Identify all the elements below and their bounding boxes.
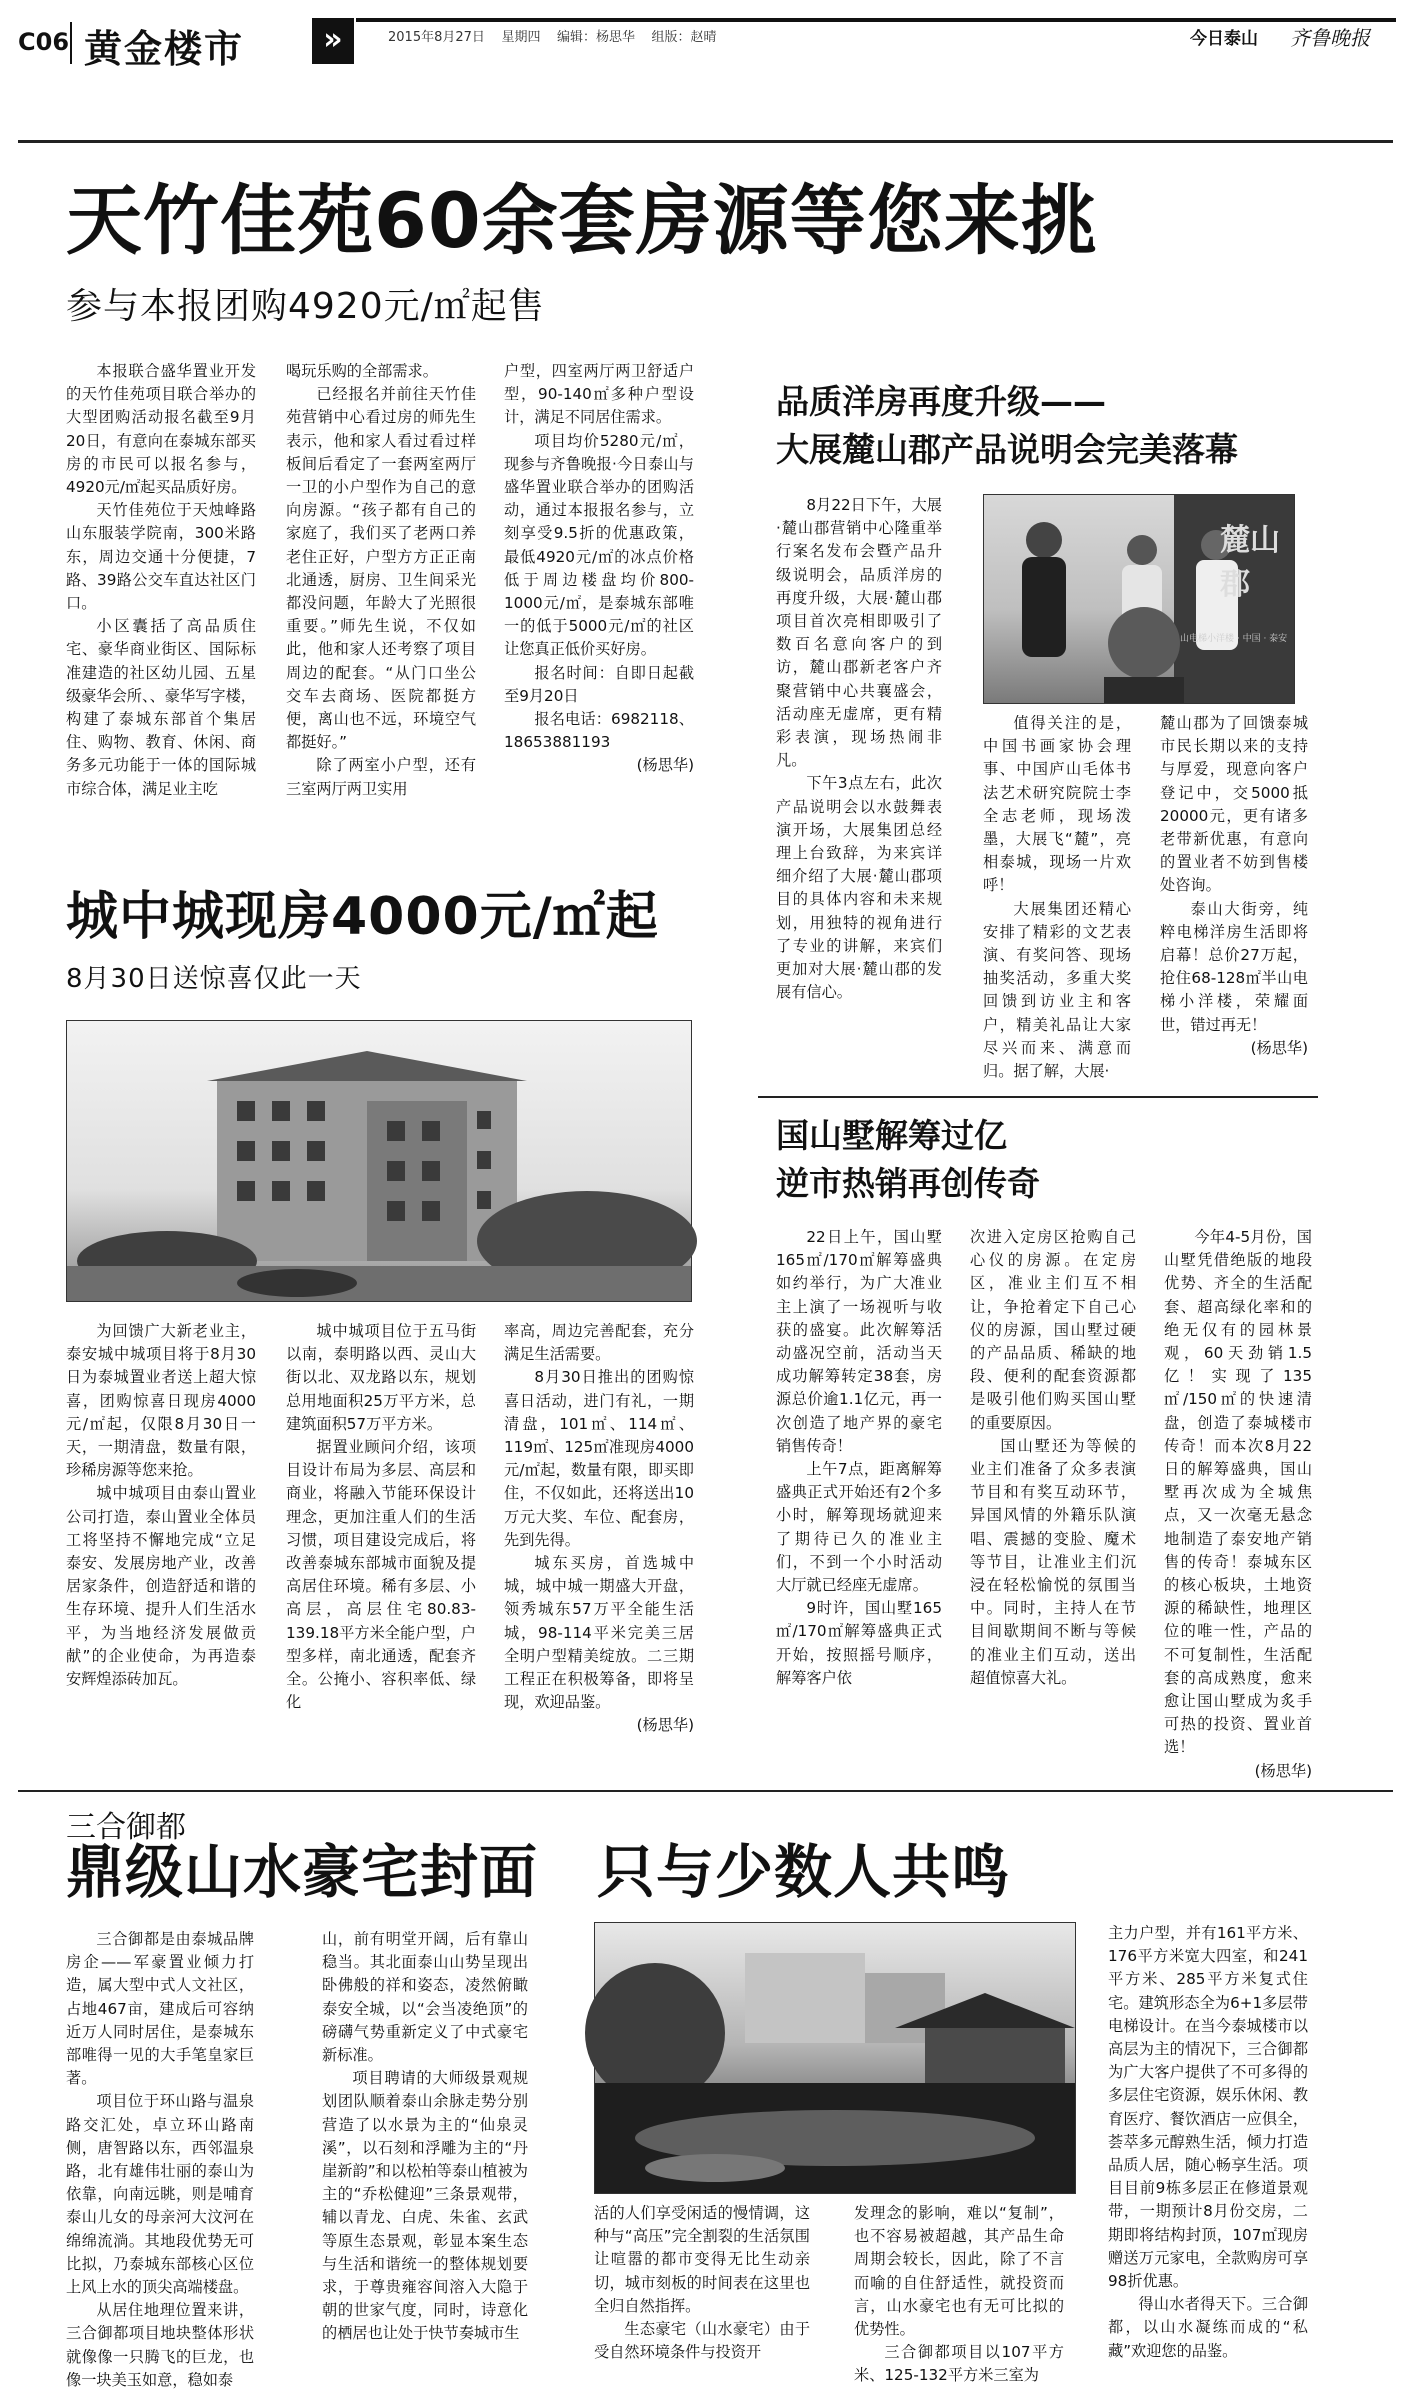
article4-col2	[970, 1226, 1136, 1766]
paragraph: 项目均价5280元/㎡，现参与齐鲁晚报·今日泰山与盛华置业联合举办的团购活动，通过本报报名参与，立刻享受9.5折的优惠政策，最低4920元/㎡的冰点价格低于周边楼盘均价800-1000元/㎡，是泰城东部唯一的低于5000元/㎡的社区让您真正低价买好房。	[504, 431, 694, 659]
paragraph: 为回馈广大新老业主，泰安城中城项目将于8月30日为泰城置业者送上超大惊喜，团购惊喜日现房4000元/㎡起，仅限8月30日一天，一期清盘，数量有限，珍稀房源等您来抢。	[66, 1322, 256, 1480]
article2-subtitle: 8月30日送惊喜仅此一天	[66, 964, 362, 994]
paragraph: 户型，四室两厅两卫舒适户型，90-140㎡多种户型设计，满足不同居住需求。	[504, 362, 694, 427]
header-rule	[18, 140, 1393, 143]
article1-col1	[66, 360, 256, 850]
article1-col3	[504, 360, 694, 850]
header-paper-logo: 齐鲁晚报	[1290, 26, 1370, 50]
paragraph: 喝玩乐购的全部需求。	[286, 362, 438, 380]
paragraph: 城中城项目位于五马街以南，泰明路以西、灵山大街以北、双龙路以东，规划总用地面积25万平方米，总建筑面积57万平方米。	[286, 1322, 476, 1433]
paragraph: 主力户型，并有161平方米、176平方米宽大四室，和241平方米、285平方米复式住宅。建筑形态全为6+1多层带电梯设计。在当今泰城楼市以高层为主的情况下，三合御都为广大客户提供了不可多得的多层住宅资源，娱乐休闲、教育医疗、餐饮酒店一应俱全，荟萃多元醇熟生活，倾力打造品质人居，随心畅享生活。项目目前9栋多层正在修道景观带，一期预计8月份交房，二期即将结构封顶，107㎡现房赠送万元家电，全款购房可享98折优惠。	[1108, 1924, 1308, 2291]
paragraph: 三合御都项目以107平方米、125-132平方米三室为	[854, 2343, 1064, 2385]
paragraph: 率高，周边完善配套，充分满足生活需要。	[504, 1322, 694, 1364]
byline: (杨思华)	[1254, 1761, 1312, 1780]
page-header	[0, 0, 1409, 80]
paragraph: 项目聘请的大师级景观规划团队顺着泰山余脉走势分别营造了以水景为主的“仙泉灵溪”，以石刻和浮雕为主的“丹崖新韵”和以松柏等泰山植被为主的“乔松健迎”三条景观带，辅以青龙、白虎、朱雀、玄武等原生态景观，彰显本案生态与生活和谐统一的整体规划要求，于尊贵雍容间溶入大隐于朝的世家气度，同时，诗意化的栖居也让处于快节奏城市生	[322, 2069, 528, 2343]
article3-col2	[983, 712, 1131, 1081]
article1-col2	[286, 360, 476, 850]
article4-top-rule	[758, 1096, 1318, 1098]
paragraph: 报名时间：自即日起截至9月20日	[504, 663, 694, 705]
header-designer: 组版：赵晴	[651, 30, 717, 45]
header-edition: 今日泰山	[1190, 29, 1258, 49]
byline: (杨思华)	[636, 756, 694, 775]
paragraph: 值得关注的是，中国书画家协会理事、中国庐山毛体书法艺术研究院院士李全志老师，现场泼墨，大展飞“麓”，亮相泰城，现场一片欢呼！	[983, 714, 1131, 895]
paragraph: 8月30日推出的团购惊喜日活动，进门有礼，一期清盘，101㎡、114㎡、119㎡、125㎡准现房4000元/㎡起，数量有限，即买即住，不仅如此，还将送出10万元大奖、车位、配套房，先到先得。	[504, 1368, 694, 1549]
article2-col2	[286, 1320, 476, 1760]
paragraph: 天竹佳苑位于天烛峰路山东服装学院南，300米路东，周边交通十分便捷，7路、39路公交车直达社区门口。	[66, 501, 256, 613]
article5-col3	[594, 2202, 810, 2380]
article2-title: 城中城现房4000元/㎡起	[66, 887, 659, 947]
article2-col1	[66, 1320, 256, 1760]
paragraph: 得山水者得天下。三合御都，以山水凝练而成的“私藏”欢迎您的品鉴。	[1108, 2295, 1308, 2360]
paragraph: 下午3点左右，此次产品说明会以水鼓舞表演开场，大展集团总经理上台致辞，为来宾详细介绍了大展·麓山郡项目的具体内容和未来规划，用独特的视角进行了专业的讲解，来宾们更加对大展·麓山郡的发展有信心。	[776, 774, 942, 1002]
paragraph: 22日上午，国山墅165㎡/170㎡解筹盛典如约举行，为广大准业主上演了一场视听与收获的盛宴。此次解筹活动盛况空前，活动当天成功解筹转定38套，房源总价逾1.1亿元，再一次创造了地产界的豪宅销售传奇！	[776, 1228, 942, 1455]
header-meta	[388, 26, 717, 45]
paragraph: 国山墅还为等候的业主们准备了众多表演节目和有奖互动环节，异国风情的外籍乐队演唱、震撼的变脸、魔术等节目，让准业主们沉浸在轻松愉悦的氛围当中。同时，主持人在节目间歇期间不断与等候的准业主们互动，送出超值惊喜大礼。	[970, 1436, 1136, 1687]
byline: (杨思华)	[1250, 1038, 1308, 1057]
paragraph: 已经报名并前往天竹佳苑营销中心看过房的师先生表示，他和家人看过看过样板间后看定了一套两室两厅一卫的小户型作为自己的意向房源。“孩子都有自己的家庭了，我们买了老两口养老住正好，户型方方正正南北通透，厨房、卫生间采光都没问题，年龄大了光照很重要。”师先生说，不仅如此，他和家人还考察了项目周边的配套。“从门口坐公交车去商场、医院都挺方便，离山也不远，环境空气都挺好。”	[286, 385, 476, 752]
byline: (杨思华)	[636, 1716, 694, 1735]
header-band	[356, 18, 1396, 22]
paragraph: 上午7点，距离解筹盛典正式开始还有2个多小时，解筹现场就迎来了期待已久的准业主们，不到一个小时活动大厅就已经座无虚席。	[776, 1460, 942, 1595]
article5-col4	[854, 2202, 1064, 2385]
page-number: C06	[18, 28, 70, 56]
paragraph: 次进入定房区抢购自己心仪的房源。在定房区，准业主们互不相让，争抢着定下自己心仪的房源，国山墅过硬的产品品质、稀缺的地段、便利的配套资源都是吸引他们购买国山墅的重要原因。	[970, 1228, 1136, 1432]
article5-villa-photo	[594, 1922, 1076, 2194]
paragraph: 本报联合盛华置业开发的天竹佳苑项目联合举办的大型团购活动报名截至9月20日，有意向在泰城东部买房的市民可以报名参与，4920元/㎡起买品质好房。	[66, 362, 256, 497]
header-weekday: 星期四	[501, 30, 541, 45]
article5-top-rule	[18, 1790, 1393, 1792]
paragraph: 发理念的影响，难以“复制”，也不容易被超越，其产品生命周期会较长，因此，除了不言而喻的自住舒适性，就投资而言，山水豪宅也有无可比拟的优势性。	[854, 2204, 1064, 2339]
article5-title: 鼎级山水豪宅封面 只与少数人共鸣	[66, 1838, 1011, 1906]
header-divider	[70, 22, 72, 64]
article2-building-photo	[66, 1020, 692, 1302]
paragraph: 泰山大街旁，纯粹电梯洋房生活即将启幕！总价27万起，抢住68-128㎡半山电梯小洋楼，荣耀面世，错过再无！	[1160, 899, 1308, 1034]
article5-col1	[66, 1928, 254, 2389]
paragraph: 据置业顾问介绍，该项目设计布局为多层、高层和商业，将融入节能环保设计理念，更加注重人们的生活习惯，项目建设完成后，将改善泰城东部城市面貌及提高居住环境。稀有多层、小高层，高层住宅80.83-139.18平方米全能户型，户型多样，南北通透，配套齐全。公掩小、容积率低、绿化	[286, 1438, 476, 1712]
villa-illustration	[595, 1923, 1075, 2193]
paragraph: 麓山郡为了回馈泰城市民长期以来的支持与厚爱，现意向客户登记中，交5000抵20000元，更有诸多老带新优惠，有意向的置业者不妨到售楼处咨询。	[1160, 714, 1308, 895]
paragraph: 三合御都是由泰城品牌房企——军豪置业倾力打造，属大型中式人文社区，占地467亩，建成后可容纳近万人同时居住，是泰城东部唯得一见的大手笔皇家巨著。	[66, 1930, 254, 2088]
header-editor: 编辑：杨思华	[556, 30, 635, 45]
article3-col3	[1160, 712, 1308, 1058]
paragraph: 项目位于环山路与温泉路交汇处，卓立环山路南侧，唐智路以东，西邻温泉路，北有雄伟壮丽的泰山为依靠，向南远眺，则是哺育泰山儿女的母亲河大汶河在绵绵流淌。其地段优势无可比拟，乃泰城东部核心区位上风上水的顶尖高端楼盘。	[66, 2092, 254, 2297]
article4-col1	[776, 1226, 942, 1766]
photo-sign-text: 麓山郡	[1220, 523, 1280, 602]
article5-col2	[322, 1928, 528, 2368]
paragraph: 城中城项目由泰山置业公司打造，泰山置业全体员工将坚持不懈地完成“立足泰安、发展房地产业，改善居家条件，创造舒适和谐的生存环境、提升人们生活水平，为当地经济发展做贡献”的企业使命，为再造泰安辉煌添砖加瓦。	[66, 1484, 256, 1689]
photo-banner-text: 山电梯小洋楼 · 中国 · 泰安	[1180, 634, 1288, 644]
article5-kicker: 三合御都	[66, 1810, 186, 1845]
paragraph: 山，前有明堂开阔，后有靠山稳当。其北面泰山山势呈现出卧佛般的祥和姿态，凌然俯瞰泰安全城，以“会当凌绝顶”的磅礴气势重新定义了中式豪宅新标准。	[322, 1930, 528, 2065]
paragraph: 生态豪宅（山水豪宅）由于受自然环境条件与投资开	[594, 2320, 810, 2362]
header-date: 2015年8月27日	[388, 30, 485, 45]
paragraph: 8月22日下午，大展·麓山郡营销中心隆重举行案名发布会暨产品升级说明会，品质洋房的再度升级，大展·麓山郡项目首次亮相即吸引了数百名意向客户的到访，麓山郡新老客户齐聚营销中心共襄盛会，活动座无虚席，更有精彩表演，现场热闹非凡。	[776, 496, 942, 770]
article1-title: 天竹佳苑60余套房源等您来挑	[66, 176, 1098, 265]
paragraph: 城东买房，首选城中城，城中城一期盛大开盘，领秀城东57万平全能生活城，98-114平米完美三居全明户型精美绽放。二三期工程正在积极筹备，即将呈现，欢迎品鉴。	[504, 1554, 694, 1712]
paragraph: 今年4-5月份，国山墅凭借绝版的地段优势、齐全的生活配套、超高绿化率和的绝无仅有的园林景观，60天劲销1.5亿！实现了135㎡/150㎡的快速清盘，创造了泰城楼市传奇！而本次8月22日的解筹盛典，国山墅再次成为全城焦点，又一次毫无悬念地制造了泰安地产销售的传奇！泰城东区的核心板块，土地资源的稀缺性，地理区位的唯一性，产品的不可复制性，生活配套的高成熟度，愈来愈让国山墅成为炙手可热的投资、置业首选！	[1164, 1228, 1312, 1757]
paragraph: 除了两室小户型，还有三室两厅两卫实用	[286, 756, 476, 798]
article3-title-line1: 品质洋房再度升级——	[776, 382, 1106, 421]
article4-col3	[1164, 1226, 1312, 1786]
paragraph: 报名电话：6982118、18653881193	[504, 710, 694, 752]
article4-title-line1: 国山墅解筹过亿	[776, 1116, 1007, 1155]
article3-col1	[776, 494, 942, 1034]
paragraph: 9时许，国山墅165㎡/170㎡解筹盛典正式开始，按照摇号顺序，解筹客户依	[776, 1599, 942, 1687]
article4-title-line2: 逆市热销再创传奇	[776, 1164, 1040, 1203]
article3-title-line2: 大展麓山郡产品说明会完美落幕	[776, 430, 1238, 469]
article2-col3	[504, 1320, 694, 1780]
paragraph: 活的人们享受闲适的慢情调，这种与“高压”完全割裂的生活氛围让喧嚣的都市变得无比生动亲切，城市刻板的时间表在这里也全归自然指挥。	[594, 2204, 810, 2315]
section-arrow-badge: »	[312, 18, 354, 64]
article5-col5	[1108, 1922, 1308, 2380]
paragraph: 小区囊括了高品质住宅、豪华商业街区、国际标准建造的社区幼儿园、五星级豪华会所、、豪华写字楼，构建了泰城东部首个集居住、购物、教育、休闲、商务多元功能于一体的国际城市综合体，满足业主吃	[66, 617, 256, 798]
article1-subtitle: 参与本报团购4920元/㎡起售	[66, 286, 545, 327]
paragraph: 从居住地理位置来讲，三合御都项目地块整体形状就像像一只腾飞的巨龙，也像一块美玉如意，稳如泰	[66, 2301, 254, 2389]
building-illustration	[67, 1021, 691, 1301]
paragraph: 大展集团还精心安排了精彩的文艺表演、有奖问答、现场抽奖活动，多重大奖回馈到访业主和客户，精美礼品让大家尽兴而来、满意而归。据了解，大展·	[983, 899, 1131, 1081]
article3-event-photo	[983, 494, 1295, 704]
section-title: 黄金楼市	[84, 27, 245, 71]
